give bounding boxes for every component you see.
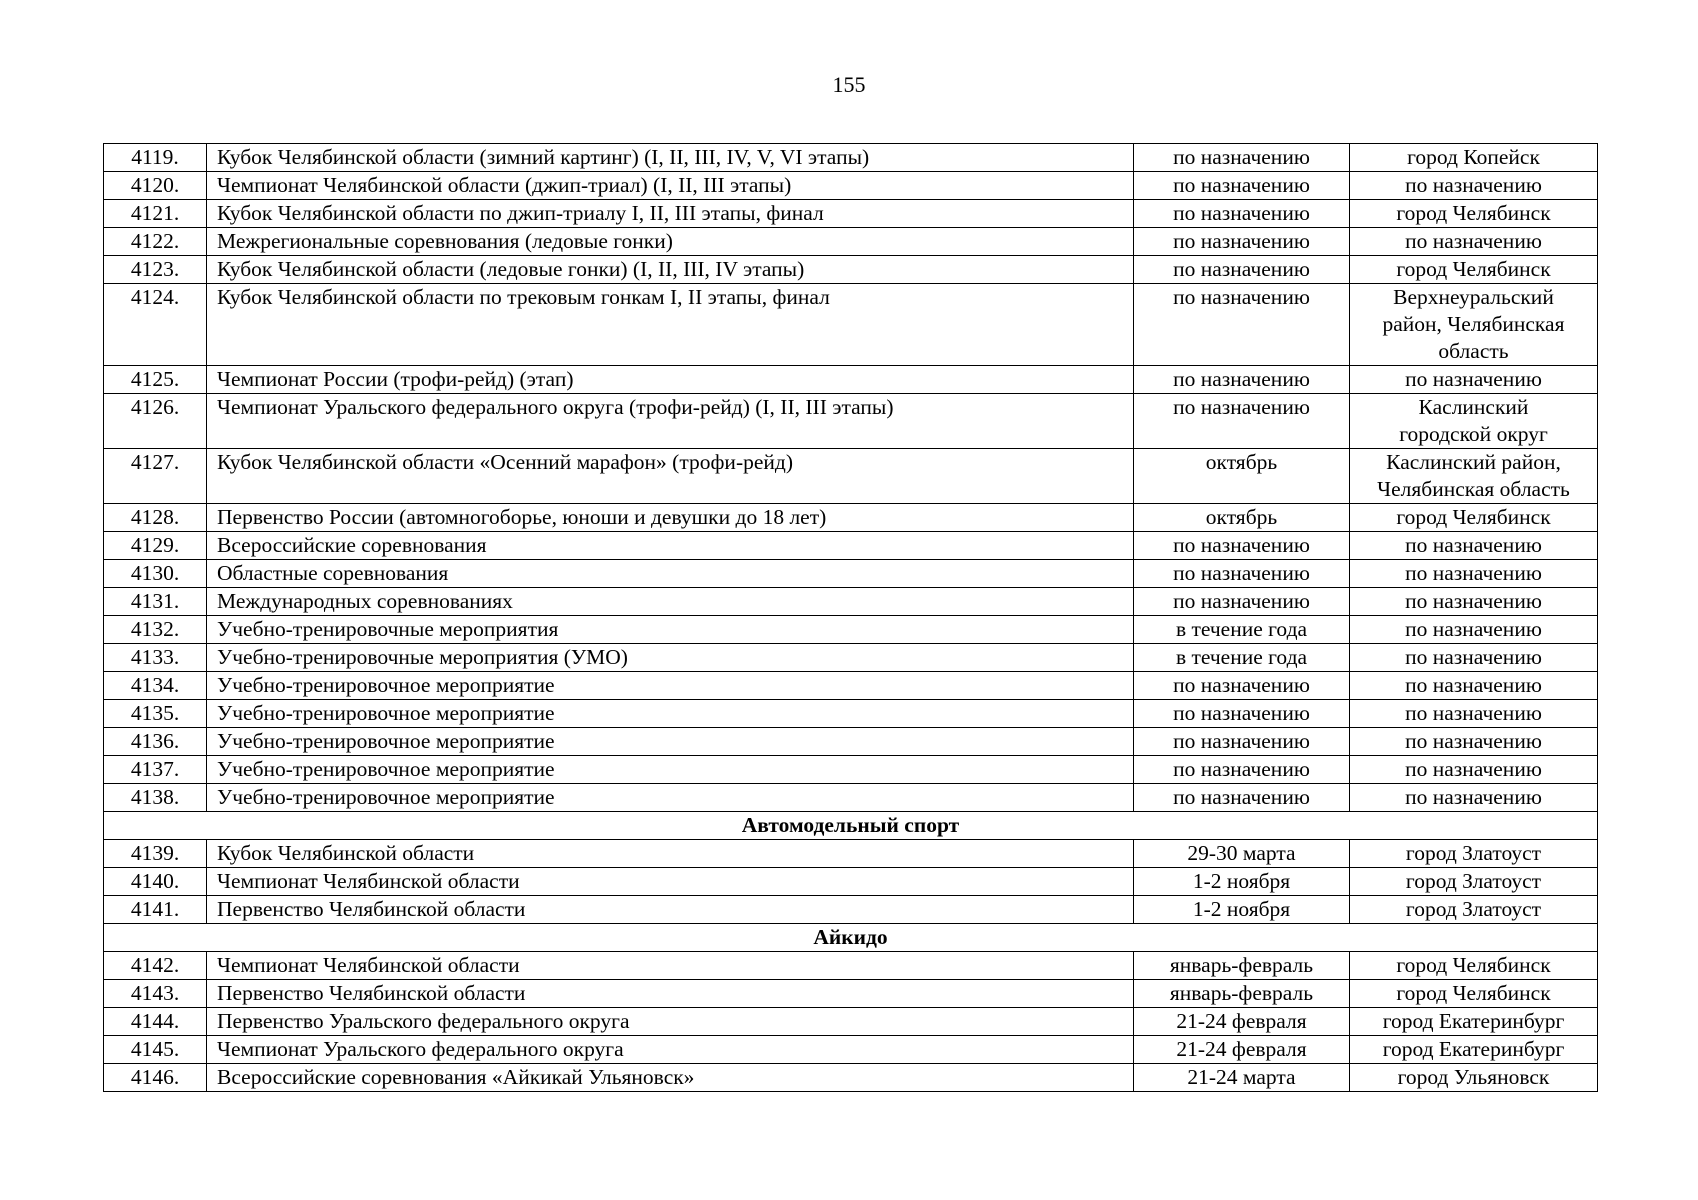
- event-place: [1350, 284, 1598, 366]
- event-name: Всероссийские соревнования: [207, 532, 1134, 560]
- event-date: в течение года: [1134, 616, 1350, 644]
- table-row: [104, 588, 1598, 616]
- event-date: по назначению: [1134, 144, 1350, 172]
- event-name: Учебно-тренировочное мероприятие: [207, 672, 1134, 700]
- event-date: по назначению: [1134, 784, 1350, 812]
- event-place: [1350, 588, 1598, 616]
- event-number: 4145.: [104, 1036, 207, 1064]
- event-name: Кубок Челябинской области (зимний картинг) (I, II, III, IV, V, VI этапы): [207, 144, 1134, 172]
- table-row: [104, 200, 1598, 228]
- event-place-line: по назначению: [1405, 645, 1542, 669]
- table-row: [104, 868, 1598, 896]
- event-name: Учебно-тренировочные мероприятия: [207, 616, 1134, 644]
- event-place-line: город Челябинск: [1396, 981, 1551, 1005]
- event-place: [1350, 200, 1598, 228]
- event-number: 4124.: [104, 284, 207, 366]
- event-place-line: город Челябинск: [1396, 257, 1551, 281]
- event-number: 4142.: [104, 952, 207, 980]
- event-date: октябрь: [1134, 504, 1350, 532]
- table-row: [104, 284, 1598, 366]
- event-number: 4125.: [104, 366, 207, 394]
- event-date: по назначению: [1134, 366, 1350, 394]
- event-number: 4126.: [104, 394, 207, 449]
- table-row: [104, 504, 1598, 532]
- event-place-line: по назначению: [1405, 533, 1542, 557]
- event-date: 21-24 февраля: [1134, 1036, 1350, 1064]
- event-date: по назначению: [1134, 394, 1350, 449]
- event-place-line: по назначению: [1405, 701, 1542, 725]
- table-row: [104, 532, 1598, 560]
- event-date: по назначению: [1134, 284, 1350, 366]
- event-place: [1350, 394, 1598, 449]
- table-row: [104, 144, 1598, 172]
- event-place: [1350, 784, 1598, 812]
- event-name: Кубок Челябинской области «Осенний марафон» (трофи-рейд): [207, 449, 1134, 504]
- event-place: [1350, 1064, 1598, 1092]
- event-number: 4121.: [104, 200, 207, 228]
- table-row: [104, 896, 1598, 924]
- event-name: Чемпионат Уральского федерального округа (трофи-рейд) (I, II, III этапы): [207, 394, 1134, 449]
- events-table-body: [104, 144, 1598, 1092]
- event-number: 4119.: [104, 144, 207, 172]
- event-number: 4131.: [104, 588, 207, 616]
- event-name: Учебно-тренировочное мероприятие: [207, 784, 1134, 812]
- event-date: по назначению: [1134, 172, 1350, 200]
- event-number: 4137.: [104, 756, 207, 784]
- event-name: Чемпионат России (трофи-рейд) (этап): [207, 366, 1134, 394]
- event-name: Первенство Челябинской области: [207, 980, 1134, 1008]
- event-name: Областные соревнования: [207, 560, 1134, 588]
- section-title: Автомодельный спорт: [104, 812, 1598, 840]
- event-date: в течение года: [1134, 644, 1350, 672]
- event-number: 4123.: [104, 256, 207, 284]
- event-number: 4133.: [104, 644, 207, 672]
- event-date: по назначению: [1134, 228, 1350, 256]
- table-row: [104, 952, 1598, 980]
- event-name: Первенство России (автомногоборье, юноши и девушки до 18 лет): [207, 504, 1134, 532]
- table-row: [104, 672, 1598, 700]
- event-place-line: город Екатеринбург: [1382, 1009, 1565, 1033]
- event-place: [1350, 228, 1598, 256]
- event-place-line: город Челябинск: [1396, 505, 1551, 529]
- event-place: [1350, 504, 1598, 532]
- event-place: [1350, 700, 1598, 728]
- event-date: по назначению: [1134, 200, 1350, 228]
- event-place-line: город Екатеринбург: [1382, 1037, 1565, 1061]
- table-row: [104, 784, 1598, 812]
- table-row: [104, 256, 1598, 284]
- event-date: 1-2 ноября: [1134, 896, 1350, 924]
- event-date: 21-24 марта: [1134, 1064, 1350, 1092]
- event-name: Чемпионат Челябинской области: [207, 868, 1134, 896]
- event-place: [1350, 1008, 1598, 1036]
- table-row: [104, 840, 1598, 868]
- event-place-line: город Златоуст: [1405, 897, 1542, 921]
- event-place: [1350, 980, 1598, 1008]
- event-number: 4138.: [104, 784, 207, 812]
- event-number: 4140.: [104, 868, 207, 896]
- event-number: 4136.: [104, 728, 207, 756]
- event-name: Учебно-тренировочное мероприятие: [207, 756, 1134, 784]
- table-row: [104, 228, 1598, 256]
- table-row: [104, 756, 1598, 784]
- event-number: 4129.: [104, 532, 207, 560]
- event-place: [1350, 896, 1598, 924]
- event-place-line: Каслинский район,: [1386, 450, 1561, 474]
- event-name: Чемпионат Челябинской области: [207, 952, 1134, 980]
- event-place-line: город Златоуст: [1405, 869, 1542, 893]
- event-name: Учебно-тренировочное мероприятие: [207, 728, 1134, 756]
- table-row: [104, 560, 1598, 588]
- event-name: Кубок Челябинской области: [207, 840, 1134, 868]
- table-row: [104, 644, 1598, 672]
- event-number: 4143.: [104, 980, 207, 1008]
- event-place-line: Каслинский: [1418, 395, 1529, 419]
- event-place: [1350, 756, 1598, 784]
- event-number: 4144.: [104, 1008, 207, 1036]
- section-header-row: [104, 924, 1598, 952]
- event-place: [1350, 868, 1598, 896]
- event-date: по назначению: [1134, 700, 1350, 728]
- event-name: Учебно-тренировочное мероприятие: [207, 700, 1134, 728]
- event-number: 4146.: [104, 1064, 207, 1092]
- event-place-line: по назначению: [1405, 617, 1542, 641]
- section-header-row: [104, 812, 1598, 840]
- event-date: 29-30 марта: [1134, 840, 1350, 868]
- table-row: [104, 616, 1598, 644]
- event-place-line: городской округ: [1399, 422, 1548, 446]
- event-place-line: город Челябинск: [1396, 953, 1551, 977]
- event-place-line: по назначению: [1405, 229, 1542, 253]
- event-place-line: область: [1438, 339, 1509, 363]
- event-number: 4141.: [104, 896, 207, 924]
- event-date: 21-24 февраля: [1134, 1008, 1350, 1036]
- event-date: по назначению: [1134, 532, 1350, 560]
- table-row: [104, 700, 1598, 728]
- event-name: Чемпионат Челябинской области (джип-триал) (I, II, III этапы): [207, 172, 1134, 200]
- event-date: по назначению: [1134, 256, 1350, 284]
- event-number: 4134.: [104, 672, 207, 700]
- table-row: [104, 1036, 1598, 1064]
- event-name: Кубок Челябинской области по трековым гонкам I, II этапы, финал: [207, 284, 1134, 366]
- event-date: по назначению: [1134, 728, 1350, 756]
- table-row: [104, 980, 1598, 1008]
- event-date: январь-февраль: [1134, 952, 1350, 980]
- event-place-line: по назначению: [1405, 173, 1542, 197]
- event-date: октябрь: [1134, 449, 1350, 504]
- event-place: [1350, 840, 1598, 868]
- table-row: [104, 728, 1598, 756]
- event-number: 4122.: [104, 228, 207, 256]
- event-date: по назначению: [1134, 672, 1350, 700]
- events-table: [103, 143, 1598, 1092]
- event-name: Межрегиональные соревнования (ледовые гонки): [207, 228, 1134, 256]
- event-name: Чемпионат Уральского федерального округа: [207, 1036, 1134, 1064]
- event-place-line: Верхнеуральский: [1393, 285, 1554, 309]
- event-place-line: по назначению: [1405, 673, 1542, 697]
- event-place-line: по назначению: [1405, 561, 1542, 585]
- event-place-line: город Челябинск: [1396, 201, 1551, 225]
- table-row: [104, 394, 1598, 449]
- event-date: по назначению: [1134, 756, 1350, 784]
- table-row: [104, 449, 1598, 504]
- event-number: 4127.: [104, 449, 207, 504]
- event-place: [1350, 952, 1598, 980]
- event-place-line: по назначению: [1405, 589, 1542, 613]
- event-place-line: по назначению: [1405, 785, 1542, 809]
- event-place: [1350, 256, 1598, 284]
- event-number: 4120.: [104, 172, 207, 200]
- event-place-line: город Копейск: [1407, 145, 1540, 169]
- event-place: [1350, 449, 1598, 504]
- event-place: [1350, 672, 1598, 700]
- event-place: [1350, 728, 1598, 756]
- event-name: Первенство Уральского федерального округа: [207, 1008, 1134, 1036]
- event-number: 4132.: [104, 616, 207, 644]
- event-date: 1-2 ноября: [1134, 868, 1350, 896]
- table-row: [104, 172, 1598, 200]
- event-place-line: Челябинская область: [1377, 477, 1570, 501]
- event-place: [1350, 644, 1598, 672]
- event-place: [1350, 1036, 1598, 1064]
- section-title: Айкидо: [104, 924, 1598, 952]
- event-number: 4130.: [104, 560, 207, 588]
- event-place: [1350, 560, 1598, 588]
- event-number: 4128.: [104, 504, 207, 532]
- event-place: [1350, 366, 1598, 394]
- event-place: [1350, 616, 1598, 644]
- event-number: 4139.: [104, 840, 207, 868]
- event-place: [1350, 144, 1598, 172]
- event-date: по назначению: [1134, 560, 1350, 588]
- table-row: [104, 366, 1598, 394]
- event-date: январь-февраль: [1134, 980, 1350, 1008]
- event-place-line: город Ульяновск: [1397, 1065, 1550, 1089]
- event-number: 4135.: [104, 700, 207, 728]
- table-row: [104, 1064, 1598, 1092]
- event-place: [1350, 532, 1598, 560]
- event-place-line: по назначению: [1405, 757, 1542, 781]
- event-name: Всероссийские соревнования «Айкикай Ульяновск»: [207, 1064, 1134, 1092]
- event-place-line: город Златоуст: [1405, 841, 1542, 865]
- event-place-line: по назначению: [1405, 367, 1542, 391]
- page-number: 155: [832, 72, 866, 97]
- event-name: Кубок Челябинской области по джип-триалу I, II, III этапы, финал: [207, 200, 1134, 228]
- event-name: Первенство Челябинской области: [207, 896, 1134, 924]
- event-date: по назначению: [1134, 588, 1350, 616]
- table-row: [104, 1008, 1598, 1036]
- event-place: [1350, 172, 1598, 200]
- event-place-line: по назначению: [1405, 729, 1542, 753]
- event-name: Кубок Челябинской области (ледовые гонки) (I, II, III, IV этапы): [207, 256, 1134, 284]
- event-place-line: район, Челябинская: [1382, 312, 1565, 336]
- event-name: Учебно-тренировочные мероприятия (УМО): [207, 644, 1134, 672]
- event-name: Международных соревнованиях: [207, 588, 1134, 616]
